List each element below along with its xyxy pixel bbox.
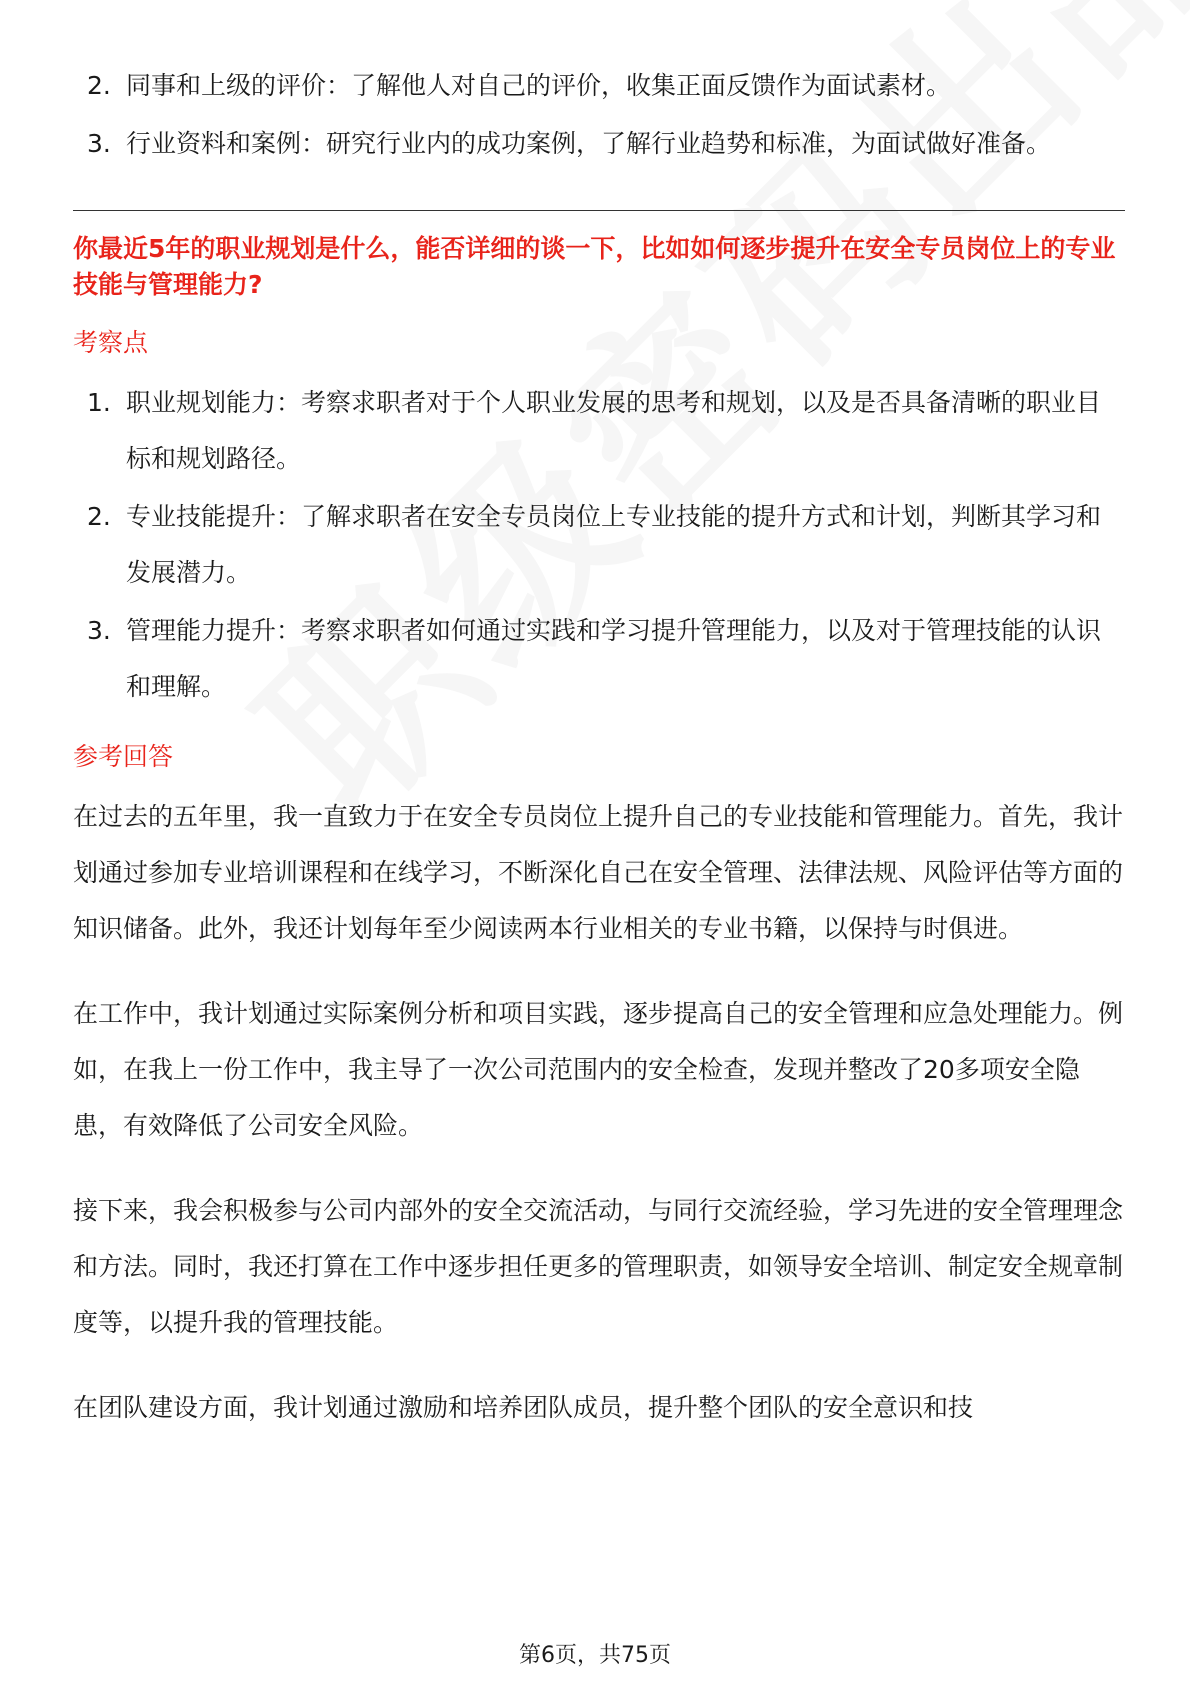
list-item-text: 管理能力提升：考察求职者如何通过实践和学习提升管理能力，以及对于管理技能的认识和理解。 <box>126 616 1102 701</box>
answer-paragraph: 在工作中，我计划通过实际案例分析和项目实践，逐步提高自己的安全管理和应急处理能力。例如，在我上一份工作中，我主导了一次公司范围内的安全检查，发现并整改了20多项安全隐患，有效降低了公司安全风险。 <box>73 999 1124 1140</box>
list-item-number: 1. <box>87 388 111 417</box>
page-content <box>73 58 1125 1465</box>
interview-question: 你最近5年的职业规划是什么，能否详细的谈一下，比如如何逐步提升在安全专员岗位上的专业技能与管理能力? <box>73 234 1116 299</box>
focus-heading: 考察点 <box>73 328 149 357</box>
list-item-text: 职业规划能力：考察求职者对于个人职业发展的思考和规划，以及是否具备清晰的职业目标和规划路径。 <box>126 388 1102 473</box>
answer-paragraph: 在团队建设方面，我计划通过激励和培养团队成员，提升整个团队的安全意识和技 <box>73 1393 974 1422</box>
list-item-text: 同事和上级的评价：了解他人对自己的评价，收集正面反馈作为面试素材。 <box>126 71 952 100</box>
list-item-text: 专业技能提升：了解求职者在安全专员岗位上专业技能的提升方式和计划，判断其学习和发展潜力。 <box>126 502 1102 587</box>
list-item <box>73 375 1125 487</box>
list-item-number: 3. <box>87 129 111 158</box>
list-item-number: 2. <box>87 502 111 531</box>
section-divider <box>73 210 1125 211</box>
page-number-footer: 第6页，共75页 <box>519 1643 671 1668</box>
list-item-number: 2. <box>87 71 111 100</box>
list-item-text: 行业资料和案例：研究行业内的成功案例，了解行业趋势和标准，为面试做好准备。 <box>126 129 1052 158</box>
list-item <box>73 58 1125 114</box>
list-item <box>73 116 1125 172</box>
answer-paragraph: 接下来，我会积极参与公司内部外的安全交流活动，与同行交流经验，学习先进的安全管理理念和方法。同时，我还打算在工作中逐步担任更多的管理职责，如领导安全培训、制定安全规章制度等，以提升我的管理技能。 <box>73 1196 1124 1337</box>
answer-paragraph: 在过去的五年里，我一直致力于在安全专员岗位上提升自己的专业技能和管理能力。首先，我计划通过参加专业培训课程和在线学习，不断深化自己在安全管理、法律法规、风险评估等方面的知识储备。此外，我还计划每年至少阅读两本行业相关的专业书籍，以保持与时俱进。 <box>73 802 1124 943</box>
list-item-number: 3. <box>87 616 111 645</box>
intro-list <box>73 58 1125 172</box>
list-item <box>73 603 1125 715</box>
focus-list <box>73 375 1125 715</box>
answer-heading: 参考回答 <box>73 742 174 771</box>
list-item <box>73 489 1125 601</box>
